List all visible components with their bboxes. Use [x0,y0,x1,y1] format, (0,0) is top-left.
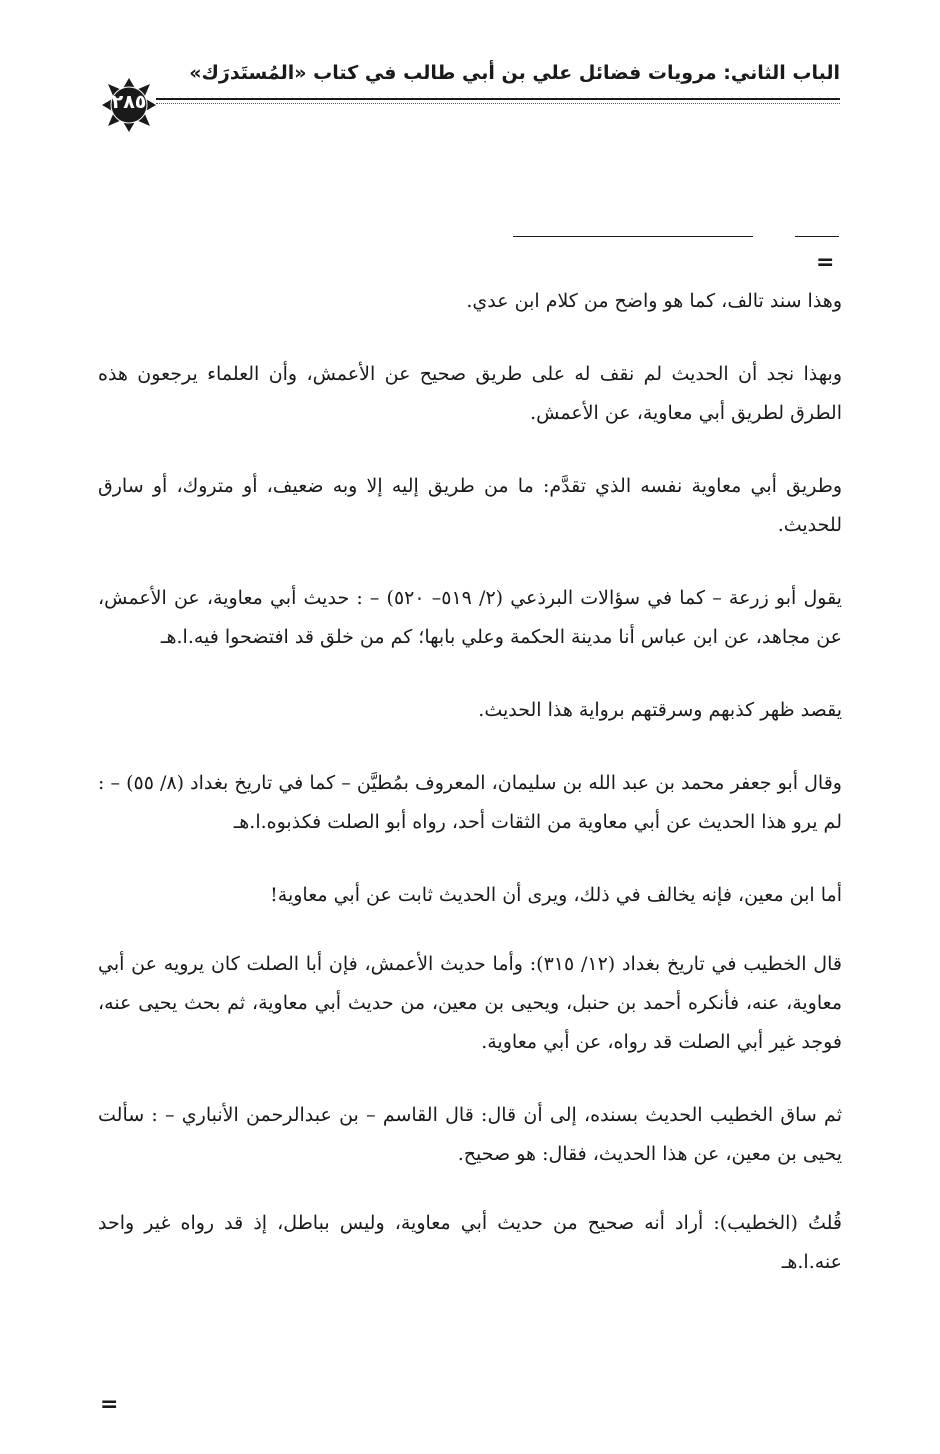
paragraph-7: أما ابن معين، فإنه يخالف في ذلك، ويرى أن الحديث ثابت عن أبي معاوية! [270,884,842,906]
chapter-title: الباب الثاني: مرويات فضائل علي بن أبي طالب في كتاب «المُستَدرَك» [189,62,840,84]
paragraph-8: قال الخطيب في تاريخ بغداد (١٢/ ٣١٥): وأما حديث الأعمش، فإن أبا الصلت كان يرويه عن أبي معاوية، عنه، فأنكره أحمد بن حنبل، ويحيى بن معين، من حديث أبي معاوية، ثم بحث يحيى عنه، فوجد غير أبي الصلت قد رواه، عن أبي معاوية. [98,953,842,1053]
continuation-mark-bottom: = [100,1392,119,1417]
page-number: ٢٨٥ [111,91,147,113]
header-rule [156,98,840,100]
paragraph-6: وقال أبو جعفر محمد بن عبد الله بن سليمان، المعروف بمُطيَّن – كما في تاريخ بغداد (٨/ ٥٥) – : لم يرو هذا الحديث عن أبي معاوية من الثقات أحد، رواه أبو الصلت فكذبوه.ا.هـ [98,772,842,833]
paragraph-4: يقول أبو زرعة – كما في سؤالات البرذعي (٢/ ٥١٩– ٥٢٠) – : حديث أبي معاوية، عن الأعمش، عن مجاهد، عن ابن عباس أنا مدينة الحكمة وعلي بابها؛ كم من خلق قد افتضحوا فيه.ا.هـ [98,587,842,648]
header-dotted-rule [156,103,840,104]
body-text [98,282,842,1316]
paragraph-10: قُلتُ (الخطيب): أراد أنه صحيح من حديث أبي معاوية، وليس بباطل، إذ قد رواه غير واحد عنه.ا.هـ [98,1212,842,1273]
paragraph-3: وطريق أبي معاوية نفسه الذي تقدَّم: ما من طريق إليه إلا وبه ضعيف، أو متروك، أو سارق للحديث. [98,475,842,536]
footnote-separator [513,236,753,237]
continuation-mark-top: = [816,250,835,275]
paragraph-5: يقصد ظهر كذبهم وسرقتهم برواية هذا الحديث. [478,699,842,721]
paragraph-1: وهذا سند تالف، كما هو واضح من كلام ابن عدي. [466,290,842,312]
running-header [100,58,840,118]
footnote-separator-short [795,236,839,237]
paragraph-2: وبهذا نجد أن الحديث لم نقف له على طريق صحيح عن الأعمش، وأن العلماء يرجعون هذه الطرق لطريق أبي معاوية، عن الأعمش. [98,363,842,424]
paragraph-9: ثم ساق الخطيب الحديث بسنده، إلى أن قال: قال القاسم – بن عبدالرحمن الأنباري – : سألت يحيى بن معين، عن هذا الحديث، فقال: هو صحيح. [98,1104,842,1165]
page-number-badge [100,76,158,134]
